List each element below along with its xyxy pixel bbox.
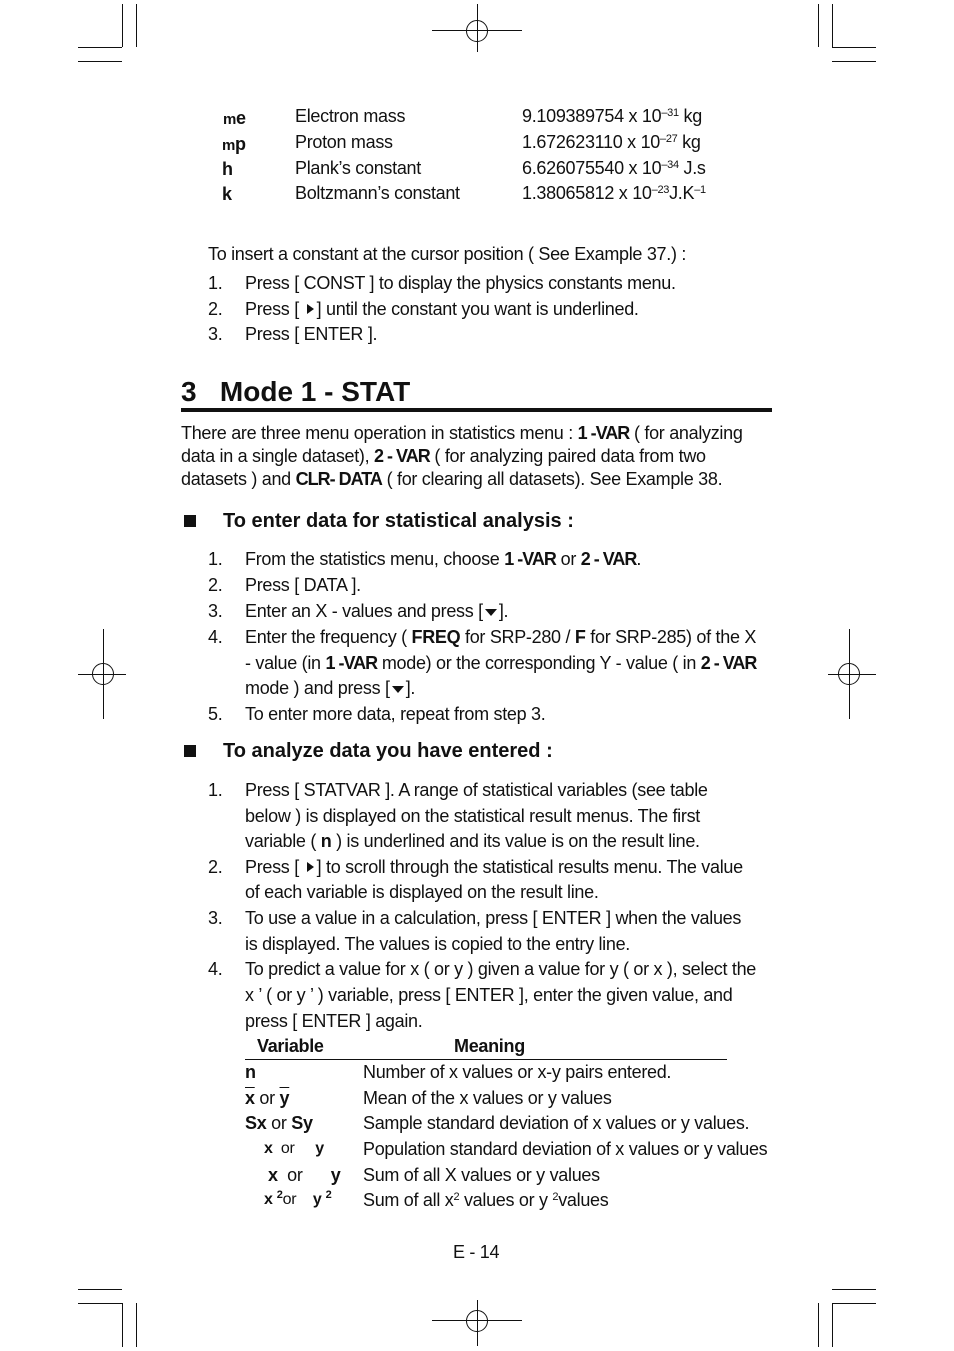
analyze-step: Press [ ] to scroll through the statistical results menu. The value — [245, 857, 743, 877]
step-number: 1. — [208, 273, 223, 293]
analyze-step-cont: variable ( n ) is underlined and its value is on the result line. — [245, 831, 700, 851]
analyze-step-cont: of each variable is displayed on the result line. — [245, 882, 599, 902]
table-header-variable: Variable — [257, 1036, 324, 1056]
bullet-icon — [184, 515, 196, 527]
enter-step: Enter an X - values and press [ ]. — [245, 601, 509, 621]
table-meaning: Population standard deviation of x values or y values — [363, 1139, 768, 1159]
intro-line: datasets ) and CLR- DATA ( for clearing all datasets). See Example 38. — [181, 469, 723, 489]
constant-value: 1.672623110 x $10^{-27}$ kg — [522, 132, 701, 152]
step-number: 2. — [208, 575, 223, 595]
enter-step: To enter more data, repeat from step 3. — [245, 704, 546, 724]
analyze-step: To use a value in a calculation, press [ ENTER ] when the values — [245, 908, 742, 928]
down-arrow-icon — [485, 609, 497, 616]
table-meaning: Sample standard deviation of x values or y values. — [363, 1113, 750, 1133]
symbol-mp: mp — [222, 134, 246, 154]
analyze-step: To predict a value for x ( or y ) given a value for y ( or x ), select the — [245, 959, 757, 979]
step-number: 4. — [208, 959, 223, 979]
table-meaning: Sum of all X values or y values — [363, 1165, 600, 1185]
step-number: 1. — [208, 780, 223, 800]
enter-step-cont: - value (in 1 -VAR mode) or the corresponding Y - value ( in 2 - VAR — [245, 653, 757, 673]
constant-value: 6.626075540 x $10^{-34}$ J.s — [522, 158, 706, 178]
analyze-step: Press [ STATVAR ]. A range of statistical variables (see table — [245, 780, 708, 800]
insert-step: Press [ ] until the constant you want is underlined. — [245, 299, 639, 319]
insert-intro: To insert a constant at the cursor position ( See Example 37.) : — [208, 244, 687, 264]
symbol-me: me — [223, 108, 246, 128]
analyze-step-cont: below ) is displayed on the statistical result menus. The first — [245, 806, 700, 826]
enter-step: Enter the frequency ( FREQ for SRP-280 / F for SRP-285) of the X — [245, 627, 757, 647]
bullet-icon — [184, 745, 196, 757]
constant-value: 1.38065812 x $10^{-23}J.K^{-1}$ — [522, 183, 706, 203]
table-header-meaning: Meaning — [454, 1036, 525, 1056]
var-sum-squares: x $^2$or y $^2$ — [264, 1189, 332, 1208]
constant-name: Boltzmann’s constant — [295, 183, 460, 203]
analyze-step-cont: press [ ENTER ] again. — [245, 1011, 423, 1031]
constant-name: Electron mass — [295, 106, 406, 126]
var-mean: $\overline{x}$ or $\overline{y}$ — [245, 1088, 290, 1108]
table-meaning: Number of x values or x-y pairs entered. — [363, 1062, 672, 1082]
step-number: 3. — [208, 601, 223, 621]
step-number: 5. — [208, 704, 223, 724]
enter-step: From the statistics menu, choose 1 -VAR or 2 - VAR. — [245, 549, 642, 569]
enter-step: Press [ DATA ]. — [245, 575, 361, 595]
var-sum: x or y — [268, 1165, 341, 1185]
var-pop-sd: x or y — [264, 1140, 324, 1157]
down-arrow-icon — [392, 686, 404, 693]
subheading-analyze-data: To analyze data you have entered : — [223, 740, 553, 762]
page-number: E - 14 — [453, 1242, 500, 1262]
right-arrow-icon — [307, 304, 314, 314]
heading-rule — [181, 408, 772, 412]
table-meaning: Mean of the x values or y values — [363, 1088, 612, 1108]
insert-step: Press [ ENTER ]. — [245, 324, 378, 344]
subheading-enter-data: To enter data for statistical analysis : — [223, 510, 574, 532]
step-number: 2. — [208, 299, 223, 319]
step-number: 3. — [208, 324, 223, 344]
insert-step: Press [ CONST ] to display the physics constants menu. — [245, 273, 676, 293]
constant-value: 9.109389754 x $10^{-31}$ kg — [522, 106, 702, 126]
section-heading: 3 Mode 1 - STAT — [181, 376, 411, 407]
intro-line: data in a single dataset), 2 - VAR ( for analyzing paired data from two — [181, 446, 706, 466]
step-number: 1. — [208, 549, 223, 569]
var-n: n — [245, 1062, 256, 1082]
intro-line: There are three menu operation in statistics menu : 1 -VAR ( for analyzing — [181, 423, 743, 443]
right-arrow-icon — [307, 862, 314, 872]
table-header-rule — [245, 1059, 727, 1060]
step-number: 4. — [208, 627, 223, 647]
step-number: 2. — [208, 857, 223, 877]
var-sample-sd: Sx or Sy — [245, 1113, 313, 1133]
step-number: 3. — [208, 908, 223, 928]
symbol-h: h — [222, 159, 233, 179]
constant-name: Proton mass — [295, 132, 393, 152]
symbol-k: k — [222, 184, 232, 204]
analyze-step-cont: is displayed. The values is copied to the entry line. — [245, 934, 630, 954]
analyze-step-cont: x ’ ( or y ’ ) variable, press [ ENTER ], enter the given value, and — [245, 985, 733, 1005]
table-meaning: Sum of all $x^2$ values or y $^2$values — [363, 1190, 609, 1210]
enter-step-cont: mode ) and press [ ]. — [245, 678, 416, 698]
constant-name: Plank’s constant — [295, 158, 421, 178]
